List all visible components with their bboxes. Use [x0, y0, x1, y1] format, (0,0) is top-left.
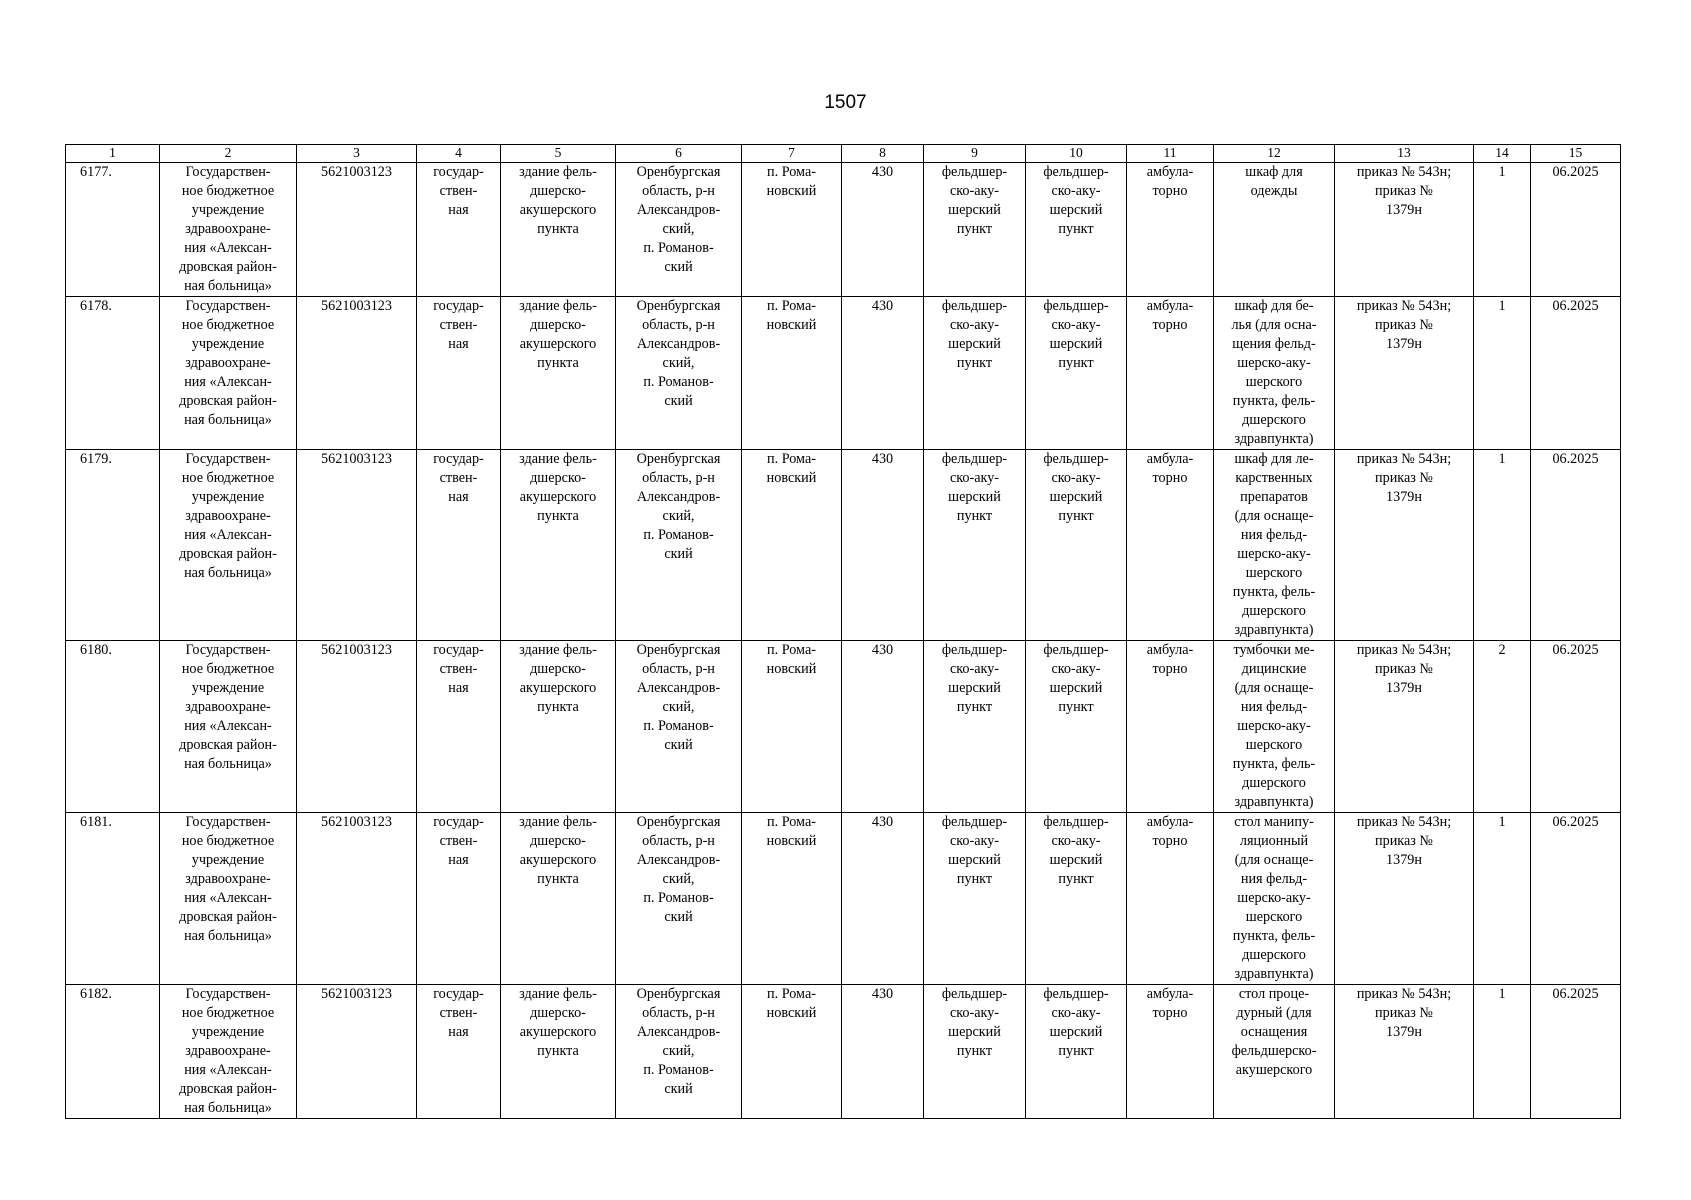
settlement-text: п. Рома- новский [766, 164, 817, 199]
facility-type-text: фельдшер- ско-аку- шерский пункт [941, 814, 1008, 887]
date-cell: 06.2025 [1531, 163, 1621, 297]
code-cell: 430 [842, 813, 924, 985]
address-cell [616, 163, 742, 297]
institution-text: Государствен- ное бюджетное учреждение здравоохране- ния «Алексан- дровская район- ная больница» [179, 642, 277, 772]
settlement-cell [742, 450, 842, 641]
settlement-text: п. Рома- новский [766, 986, 817, 1021]
quantity-cell: 2 [1474, 641, 1531, 813]
care-form-text: амбула- торно [1146, 814, 1194, 849]
institution-cell [160, 641, 297, 813]
code-cell: 430 [842, 450, 924, 641]
building-text: здание фель- дшерско- акушерского пункта [519, 451, 597, 524]
inn-cell: 5621003123 [297, 641, 417, 813]
row-number-cell: 6177. [66, 163, 160, 297]
code-cell: 430 [842, 641, 924, 813]
institution-cell [160, 163, 297, 297]
institution-text: Государствен- ное бюджетное учреждение здравоохране- ния «Алексан- дровская район- ная больница» [179, 298, 277, 428]
building-cell [501, 163, 616, 297]
row-number-cell: 6181. [66, 813, 160, 985]
address-text: Оренбургская область, р-н Александров- ский, п. Романов- ский [636, 298, 721, 409]
care-form-text: амбула- торно [1146, 451, 1194, 486]
ownership-text: государ- ствен- ная [433, 451, 484, 505]
column-number: 3 [297, 145, 417, 163]
unit-text: фельдшер- ско-аку- шерский пункт [1043, 298, 1109, 371]
settlement-text: п. Рома- новский [766, 642, 817, 677]
equipment-cell [1214, 813, 1335, 985]
facility-type-text: фельдшер- ско-аку- шерский пункт [941, 451, 1008, 524]
building-cell [501, 985, 616, 1119]
column-number: 8 [842, 145, 924, 163]
equipment-text: стол проце- дурный (для оснащения фельдшерско- акушерского [1231, 986, 1317, 1078]
table-row [66, 163, 1621, 297]
unit-text: фельдшер- ско-аку- шерский пункт [1043, 451, 1109, 524]
equipment-text: шкаф для ле- карственных препаратов (для оснаще- ния фельд- шерско-аку- шерского пункта, фель- дшерского здравпункта) [1232, 451, 1316, 638]
row-number-cell: 6179. [66, 450, 160, 641]
facility-type-cell [924, 297, 1026, 450]
facility-type-cell [924, 641, 1026, 813]
order-cell [1335, 163, 1474, 297]
institution-text: Государствен- ное бюджетное учреждение здравоохране- ния «Алексан- дровская район- ная больница» [179, 986, 277, 1116]
institution-text: Государствен- ное бюджетное учреждение здравоохране- ния «Алексан- дровская район- ная больница» [179, 451, 277, 581]
care-form-cell [1127, 641, 1214, 813]
column-number: 13 [1335, 145, 1474, 163]
register-body [66, 163, 1621, 1119]
equipment-cell [1214, 297, 1335, 450]
column-number-row [66, 145, 1621, 163]
row-number-cell: 6182. [66, 985, 160, 1119]
care-form-cell [1127, 163, 1214, 297]
order-text: приказ № 543н; приказ № 1379н [1356, 814, 1452, 868]
order-cell [1335, 641, 1474, 813]
order-text: приказ № 543н; приказ № 1379н [1356, 642, 1452, 696]
unit-cell [1026, 163, 1127, 297]
ownership-text: государ- ствен- ная [433, 642, 484, 696]
unit-text: фельдшер- ско-аку- шерский пункт [1043, 814, 1109, 887]
address-cell [616, 985, 742, 1119]
column-number: 1 [66, 145, 160, 163]
institution-cell [160, 985, 297, 1119]
column-number: 5 [501, 145, 616, 163]
unit-cell [1026, 985, 1127, 1119]
building-cell [501, 641, 616, 813]
unit-text: фельдшер- ско-аку- шерский пункт [1043, 986, 1109, 1059]
quantity-cell: 1 [1474, 985, 1531, 1119]
column-number-header [66, 145, 1621, 163]
equipment-text: шкаф для бе- лья (для осна- щения фельд- шерско-аку- шерского пункта, фель- дшерского здравпункта) [1231, 298, 1317, 447]
page-number: 1507 [824, 92, 867, 113]
settlement-cell [742, 297, 842, 450]
unit-cell [1026, 813, 1127, 985]
address-text: Оренбургская область, р-н Александров- ский, п. Романов- ский [636, 986, 721, 1097]
inn-cell: 5621003123 [297, 450, 417, 641]
settlement-cell [742, 163, 842, 297]
address-cell [616, 297, 742, 450]
code-cell: 430 [842, 985, 924, 1119]
settlement-cell [742, 813, 842, 985]
order-text: приказ № 543н; приказ № 1379н [1356, 298, 1452, 352]
unit-cell [1026, 297, 1127, 450]
facility-type-text: фельдшер- ско-аку- шерский пункт [941, 642, 1008, 715]
row-number-cell: 6178. [66, 297, 160, 450]
table-row [66, 641, 1621, 813]
column-number: 6 [616, 145, 742, 163]
care-form-text: амбула- торно [1146, 164, 1194, 199]
ownership-cell [417, 450, 501, 641]
building-text: здание фель- дшерско- акушерского пункта [519, 642, 597, 715]
equipment-text: шкаф для одежды [1245, 164, 1303, 199]
table-row [66, 297, 1621, 450]
settlement-cell [742, 641, 842, 813]
column-number: 15 [1531, 145, 1621, 163]
column-number: 4 [417, 145, 501, 163]
date-cell: 06.2025 [1531, 450, 1621, 641]
inn-cell: 5621003123 [297, 813, 417, 985]
building-cell [501, 297, 616, 450]
equipment-cell [1214, 985, 1335, 1119]
building-text: здание фель- дшерско- акушерского пункта [519, 986, 597, 1059]
care-form-cell [1127, 985, 1214, 1119]
institution-cell [160, 297, 297, 450]
ownership-text: государ- ствен- ная [433, 986, 484, 1040]
institution-cell [160, 813, 297, 985]
facility-type-cell [924, 985, 1026, 1119]
care-form-cell [1127, 813, 1214, 985]
address-cell [616, 641, 742, 813]
row-number-cell: 6180. [66, 641, 160, 813]
facility-type-cell [924, 163, 1026, 297]
settlement-text: п. Рома- новский [766, 814, 817, 849]
settlement-text: п. Рома- новский [766, 298, 817, 333]
facility-type-cell [924, 813, 1026, 985]
address-cell [616, 813, 742, 985]
institution-text: Государствен- ное бюджетное учреждение здравоохране- ния «Алексан- дровская район- ная больница» [179, 164, 277, 294]
unit-cell [1026, 450, 1127, 641]
order-text: приказ № 543н; приказ № 1379н [1356, 164, 1452, 218]
ownership-text: государ- ствен- ная [433, 164, 484, 218]
quantity-cell: 1 [1474, 297, 1531, 450]
inn-cell: 5621003123 [297, 985, 417, 1119]
order-cell [1335, 813, 1474, 985]
care-form-text: амбула- торно [1146, 986, 1194, 1021]
date-cell: 06.2025 [1531, 813, 1621, 985]
care-form-text: амбула- торно [1146, 298, 1194, 333]
facility-type-text: фельдшер- ско-аку- шерский пункт [941, 164, 1008, 237]
unit-cell [1026, 641, 1127, 813]
building-text: здание фель- дшерско- акушерского пункта [519, 164, 597, 237]
care-form-text: амбула- торно [1146, 642, 1194, 677]
ownership-cell [417, 297, 501, 450]
ownership-text: государ- ствен- ная [433, 298, 484, 352]
facility-type-text: фельдшер- ско-аку- шерский пункт [941, 298, 1008, 371]
institution-cell [160, 450, 297, 641]
quantity-cell: 1 [1474, 163, 1531, 297]
order-cell [1335, 297, 1474, 450]
settlement-cell [742, 985, 842, 1119]
facility-type-cell [924, 450, 1026, 641]
ownership-text: государ- ствен- ная [433, 814, 484, 868]
care-form-cell [1127, 450, 1214, 641]
column-number: 2 [160, 145, 297, 163]
address-cell [616, 450, 742, 641]
column-number: 10 [1026, 145, 1127, 163]
ownership-cell [417, 641, 501, 813]
order-text: приказ № 543н; приказ № 1379н [1356, 986, 1452, 1040]
date-cell: 06.2025 [1531, 641, 1621, 813]
table-row [66, 813, 1621, 985]
column-number: 9 [924, 145, 1026, 163]
quantity-cell: 1 [1474, 450, 1531, 641]
date-cell: 06.2025 [1531, 297, 1621, 450]
equipment-cell [1214, 163, 1335, 297]
equipment-text: тумбочки ме- дицинские (для оснаще- ния фельд- шерско-аку- шерского пункта, фель- дшерского здравпункта) [1232, 642, 1316, 810]
quantity-cell: 1 [1474, 813, 1531, 985]
column-number: 11 [1127, 145, 1214, 163]
building-text: здание фель- дшерско- акушерского пункта [519, 298, 597, 371]
institution-text: Государствен- ное бюджетное учреждение здравоохране- ния «Алексан- дровская район- ная больница» [179, 814, 277, 944]
column-number: 12 [1214, 145, 1335, 163]
order-cell [1335, 985, 1474, 1119]
building-cell [501, 450, 616, 641]
inn-cell: 5621003123 [297, 297, 417, 450]
address-text: Оренбургская область, р-н Александров- ский, п. Романов- ский [636, 451, 721, 562]
address-text: Оренбургская область, р-н Александров- ский, п. Романов- ский [636, 642, 721, 753]
care-form-cell [1127, 297, 1214, 450]
ownership-cell [417, 163, 501, 297]
equipment-cell [1214, 641, 1335, 813]
inn-cell: 5621003123 [297, 163, 417, 297]
address-text: Оренбургская область, р-н Александров- ский, п. Романов- ский [636, 814, 721, 925]
table-row [66, 985, 1621, 1119]
address-text: Оренбургская область, р-н Александров- ский, п. Романов- ский [636, 164, 721, 275]
settlement-text: п. Рома- новский [766, 451, 817, 486]
table-row [66, 450, 1621, 641]
code-cell: 430 [842, 297, 924, 450]
ownership-cell [417, 813, 501, 985]
unit-text: фельдшер- ско-аку- шерский пункт [1043, 642, 1109, 715]
register-table [65, 144, 1621, 1119]
building-cell [501, 813, 616, 985]
building-text: здание фель- дшерско- акушерского пункта [519, 814, 597, 887]
column-number: 14 [1474, 145, 1531, 163]
equipment-cell [1214, 450, 1335, 641]
column-number: 7 [742, 145, 842, 163]
code-cell: 430 [842, 163, 924, 297]
date-cell: 06.2025 [1531, 985, 1621, 1119]
order-text: приказ № 543н; приказ № 1379н [1356, 451, 1452, 505]
order-cell [1335, 450, 1474, 641]
facility-type-text: фельдшер- ско-аку- шерский пункт [941, 986, 1008, 1059]
equipment-text: стол манипу- ляционный (для оснаще- ния фельд- шерско-аку- шерского пункта, фель- дшерского здравпункта) [1232, 814, 1316, 982]
ownership-cell [417, 985, 501, 1119]
unit-text: фельдшер- ско-аку- шерский пункт [1043, 164, 1109, 237]
